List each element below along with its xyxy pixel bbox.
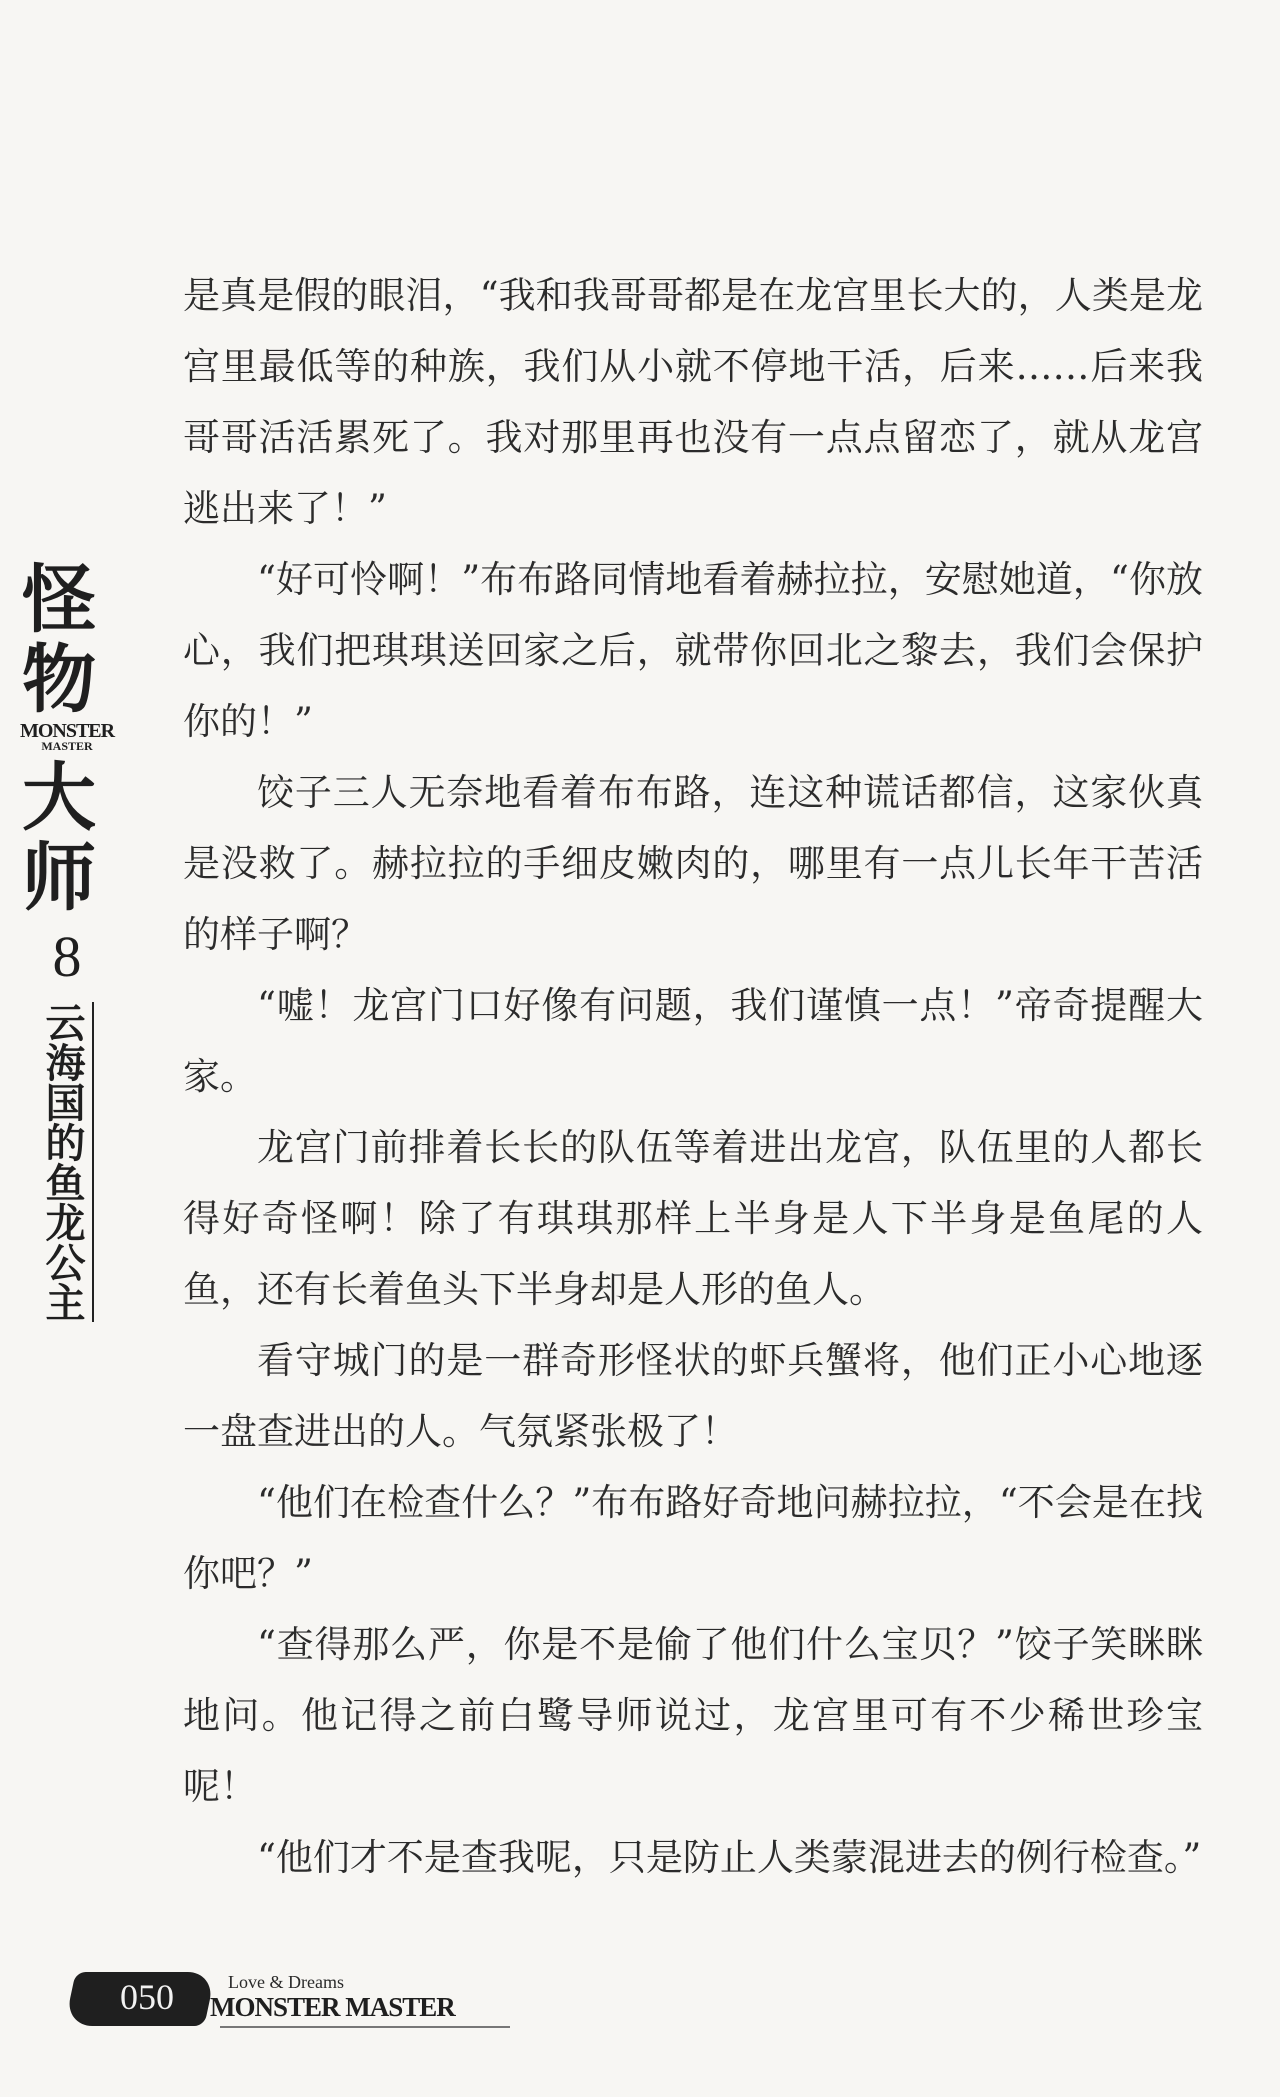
series-title-part2: 大师 <box>22 755 96 921</box>
paragraph: 饺子三人无奈地看着布布路，连这种谎话都信，这家伙真是没救了。赫拉拉的手细皮嫩肉的，哪里有一点儿长年干苦活的样子啊？ <box>183 771 1203 956</box>
paragraph: 龙宫门前排着长长的队伍等着进出龙宫，队伍里的人都长得好奇怪啊！除了有琪琪那样上半身是人下半身是鱼尾的人鱼，还有长着鱼头下半身却是人形的鱼人。 <box>183 1126 1203 1311</box>
brand-sub: MASTER <box>41 739 93 753</box>
book-spine-title <box>19 557 115 1322</box>
series-brand-logo <box>20 722 114 752</box>
footer-series-name: MONSTER MASTER <box>210 1992 455 2022</box>
book-subtitle: 云海国的鱼龙公主 <box>40 1002 94 1322</box>
paragraph: “嘘！龙宫门口好像有问题，我们谨慎一点！”帝奇提醒大家。 <box>183 984 1203 1098</box>
paragraph: “他们才不是查我呢，只是防止人类蒙混进去的例行检查。” <box>257 1836 1202 1879</box>
page-body-text <box>183 260 1203 1893</box>
brand-main: MONSTER <box>19 720 115 742</box>
series-title-part1: 怪物 <box>22 557 96 723</box>
paragraph: 看守城门的是一群奇形怪状的虾兵蟹将，他们正小心地逐一盘查进出的人。气氛紧张极了！ <box>183 1339 1203 1453</box>
page-number: 050 <box>120 1977 174 2017</box>
paragraph: 是真是假的眼泪，“我和我哥哥都是在龙宫里长大的，人类是龙宫里最低等的种族，我们从小就不停地干活，后来……后来我哥哥活活累死了。我对那里再也没有一点点留恋了，就从龙宫逃出来了！” <box>183 274 1203 530</box>
paragraph: “好可怜啊！”布布路同情地看着赫拉拉，安慰她道，“你放心，我们把琪琪送回家之后，就带你回北之黎去，我们会保护你的！” <box>183 558 1203 743</box>
page-footer <box>70 1972 490 2032</box>
paragraph: “他们在检查什么？”布布路好奇地问赫拉拉，“不会是在找你吧？” <box>183 1481 1203 1595</box>
footer-tagline: Love & Dreams <box>228 1972 344 1992</box>
footer-rule <box>220 2026 510 2028</box>
paragraph: “查得那么严，你是不是偷了他们什么宝贝？”饺子笑眯眯地问。他记得之前白鹭导师说过，龙宫里可有不少稀世珍宝呢！ <box>183 1623 1203 1808</box>
volume-number: 8 <box>52 924 82 989</box>
